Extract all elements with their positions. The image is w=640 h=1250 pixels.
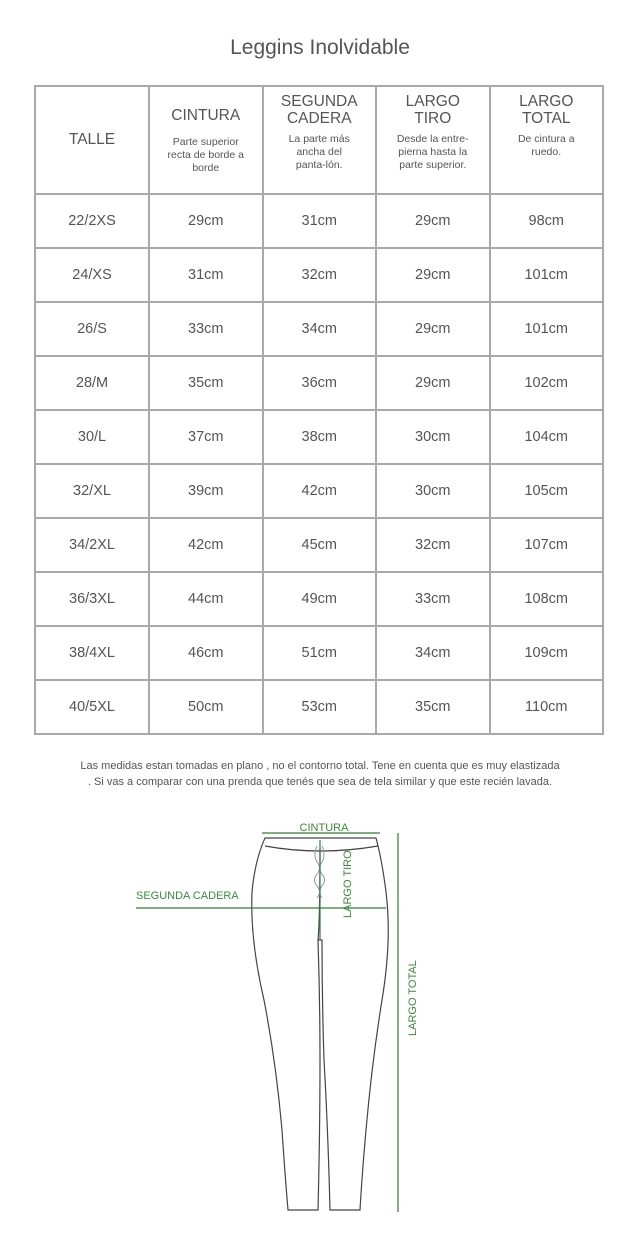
measure-cell: 44cm	[149, 572, 263, 626]
header-desc: Parte superior recta de borde a borde	[167, 136, 244, 174]
header-name: SEGUNDA CADERA	[280, 93, 358, 127]
measure-cell: 29cm	[149, 194, 263, 248]
size-cell: 24/XS	[35, 248, 149, 302]
size-cell: 32/XL	[35, 464, 149, 518]
measure-cell: 102cm	[490, 356, 604, 410]
measure-cell: 49cm	[263, 572, 377, 626]
header-name: LARGO TOTAL	[519, 93, 574, 127]
size-cell: 22/2XS	[35, 194, 149, 248]
size-cell: 40/5XL	[35, 680, 149, 734]
table-row	[35, 626, 603, 680]
measure-cell: 31cm	[149, 248, 263, 302]
measure-cell: 45cm	[263, 518, 377, 572]
measure-cell: 101cm	[490, 248, 604, 302]
size-cell: 28/M	[35, 356, 149, 410]
measure-cell: 46cm	[149, 626, 263, 680]
header-largo-total	[490, 86, 604, 194]
label-segunda-cadera: SEGUNDA CADERA	[136, 890, 239, 902]
table-row	[35, 680, 603, 734]
measure-cell: 51cm	[263, 626, 377, 680]
measure-cell: 34cm	[263, 302, 377, 356]
measure-cell: 110cm	[490, 680, 604, 734]
measure-cell: 35cm	[376, 680, 490, 734]
measure-cell: 39cm	[149, 464, 263, 518]
label-cintura: CINTURA	[299, 822, 349, 834]
size-cell: 26/S	[35, 302, 149, 356]
measure-cell: 53cm	[263, 680, 377, 734]
measure-cell: 105cm	[490, 464, 604, 518]
size-cell: 34/2XL	[35, 518, 149, 572]
size-cell: 38/4XL	[35, 626, 149, 680]
measure-cell: 32cm	[376, 518, 490, 572]
header-talle	[35, 86, 149, 194]
measure-cell: 33cm	[149, 302, 263, 356]
header-desc: La parte más ancha del panta-lón.	[288, 133, 350, 171]
table-row	[35, 248, 603, 302]
table-row	[35, 464, 603, 518]
measure-cell: 36cm	[263, 356, 377, 410]
measure-cell: 37cm	[149, 410, 263, 464]
measure-cell: 29cm	[376, 356, 490, 410]
measure-cell: 32cm	[263, 248, 377, 302]
table-row	[35, 194, 603, 248]
table-row	[35, 410, 603, 464]
measure-cell: 109cm	[490, 626, 604, 680]
table-row	[35, 572, 603, 626]
header-segunda-cadera	[263, 86, 377, 194]
header-desc: De cintura a ruedo.	[517, 133, 575, 158]
header-largo-tiro	[376, 86, 490, 194]
measure-cell: 50cm	[149, 680, 263, 734]
label-largo-total: LARGO TOTAL	[407, 960, 419, 1036]
measure-cell: 42cm	[149, 518, 263, 572]
size-cell: 30/L	[35, 410, 149, 464]
leggings-diagram	[0, 800, 640, 1250]
page-title: Leggins Inolvidable	[230, 36, 410, 59]
measure-cell: 38cm	[263, 410, 377, 464]
measurement-note	[20, 758, 620, 790]
header-desc: Desde la entre-pierna hasta la parte superior.	[396, 133, 469, 171]
measure-cell: 98cm	[490, 194, 604, 248]
label-largo-tiro: LARGO TIRO	[342, 850, 354, 918]
measure-cell: 107cm	[490, 518, 604, 572]
measure-cell: 31cm	[263, 194, 377, 248]
header-name: CINTURA	[171, 107, 241, 124]
measure-cell: 35cm	[149, 356, 263, 410]
measure-cell: 108cm	[490, 572, 604, 626]
size-cell: 36/3XL	[35, 572, 149, 626]
measure-cell: 29cm	[376, 248, 490, 302]
header-cintura	[149, 86, 263, 194]
measure-cell: 101cm	[490, 302, 604, 356]
size-chart-table	[34, 85, 604, 735]
measure-cell: 104cm	[490, 410, 604, 464]
measure-cell: 34cm	[376, 626, 490, 680]
measure-cell: 42cm	[263, 464, 377, 518]
header-name: LARGO TIRO	[405, 93, 460, 127]
measure-cell: 33cm	[376, 572, 490, 626]
measure-cell: 29cm	[376, 302, 490, 356]
note-line-2: . Si vas a comparar con una prenda que tenés que sea de tela similar y que este recién lavada.	[87, 776, 553, 788]
note-line-1: Las medidas estan tomadas en plano , no el contorno total. Tene en cuenta que es muy elastizada	[80, 760, 560, 772]
table-row	[35, 302, 603, 356]
table-row	[35, 356, 603, 410]
measure-cell: 30cm	[376, 410, 490, 464]
measure-cell: 29cm	[376, 194, 490, 248]
table-row	[35, 518, 603, 572]
measure-cell: 30cm	[376, 464, 490, 518]
header-name: TALLE	[68, 131, 116, 148]
table-header-row	[35, 86, 603, 194]
